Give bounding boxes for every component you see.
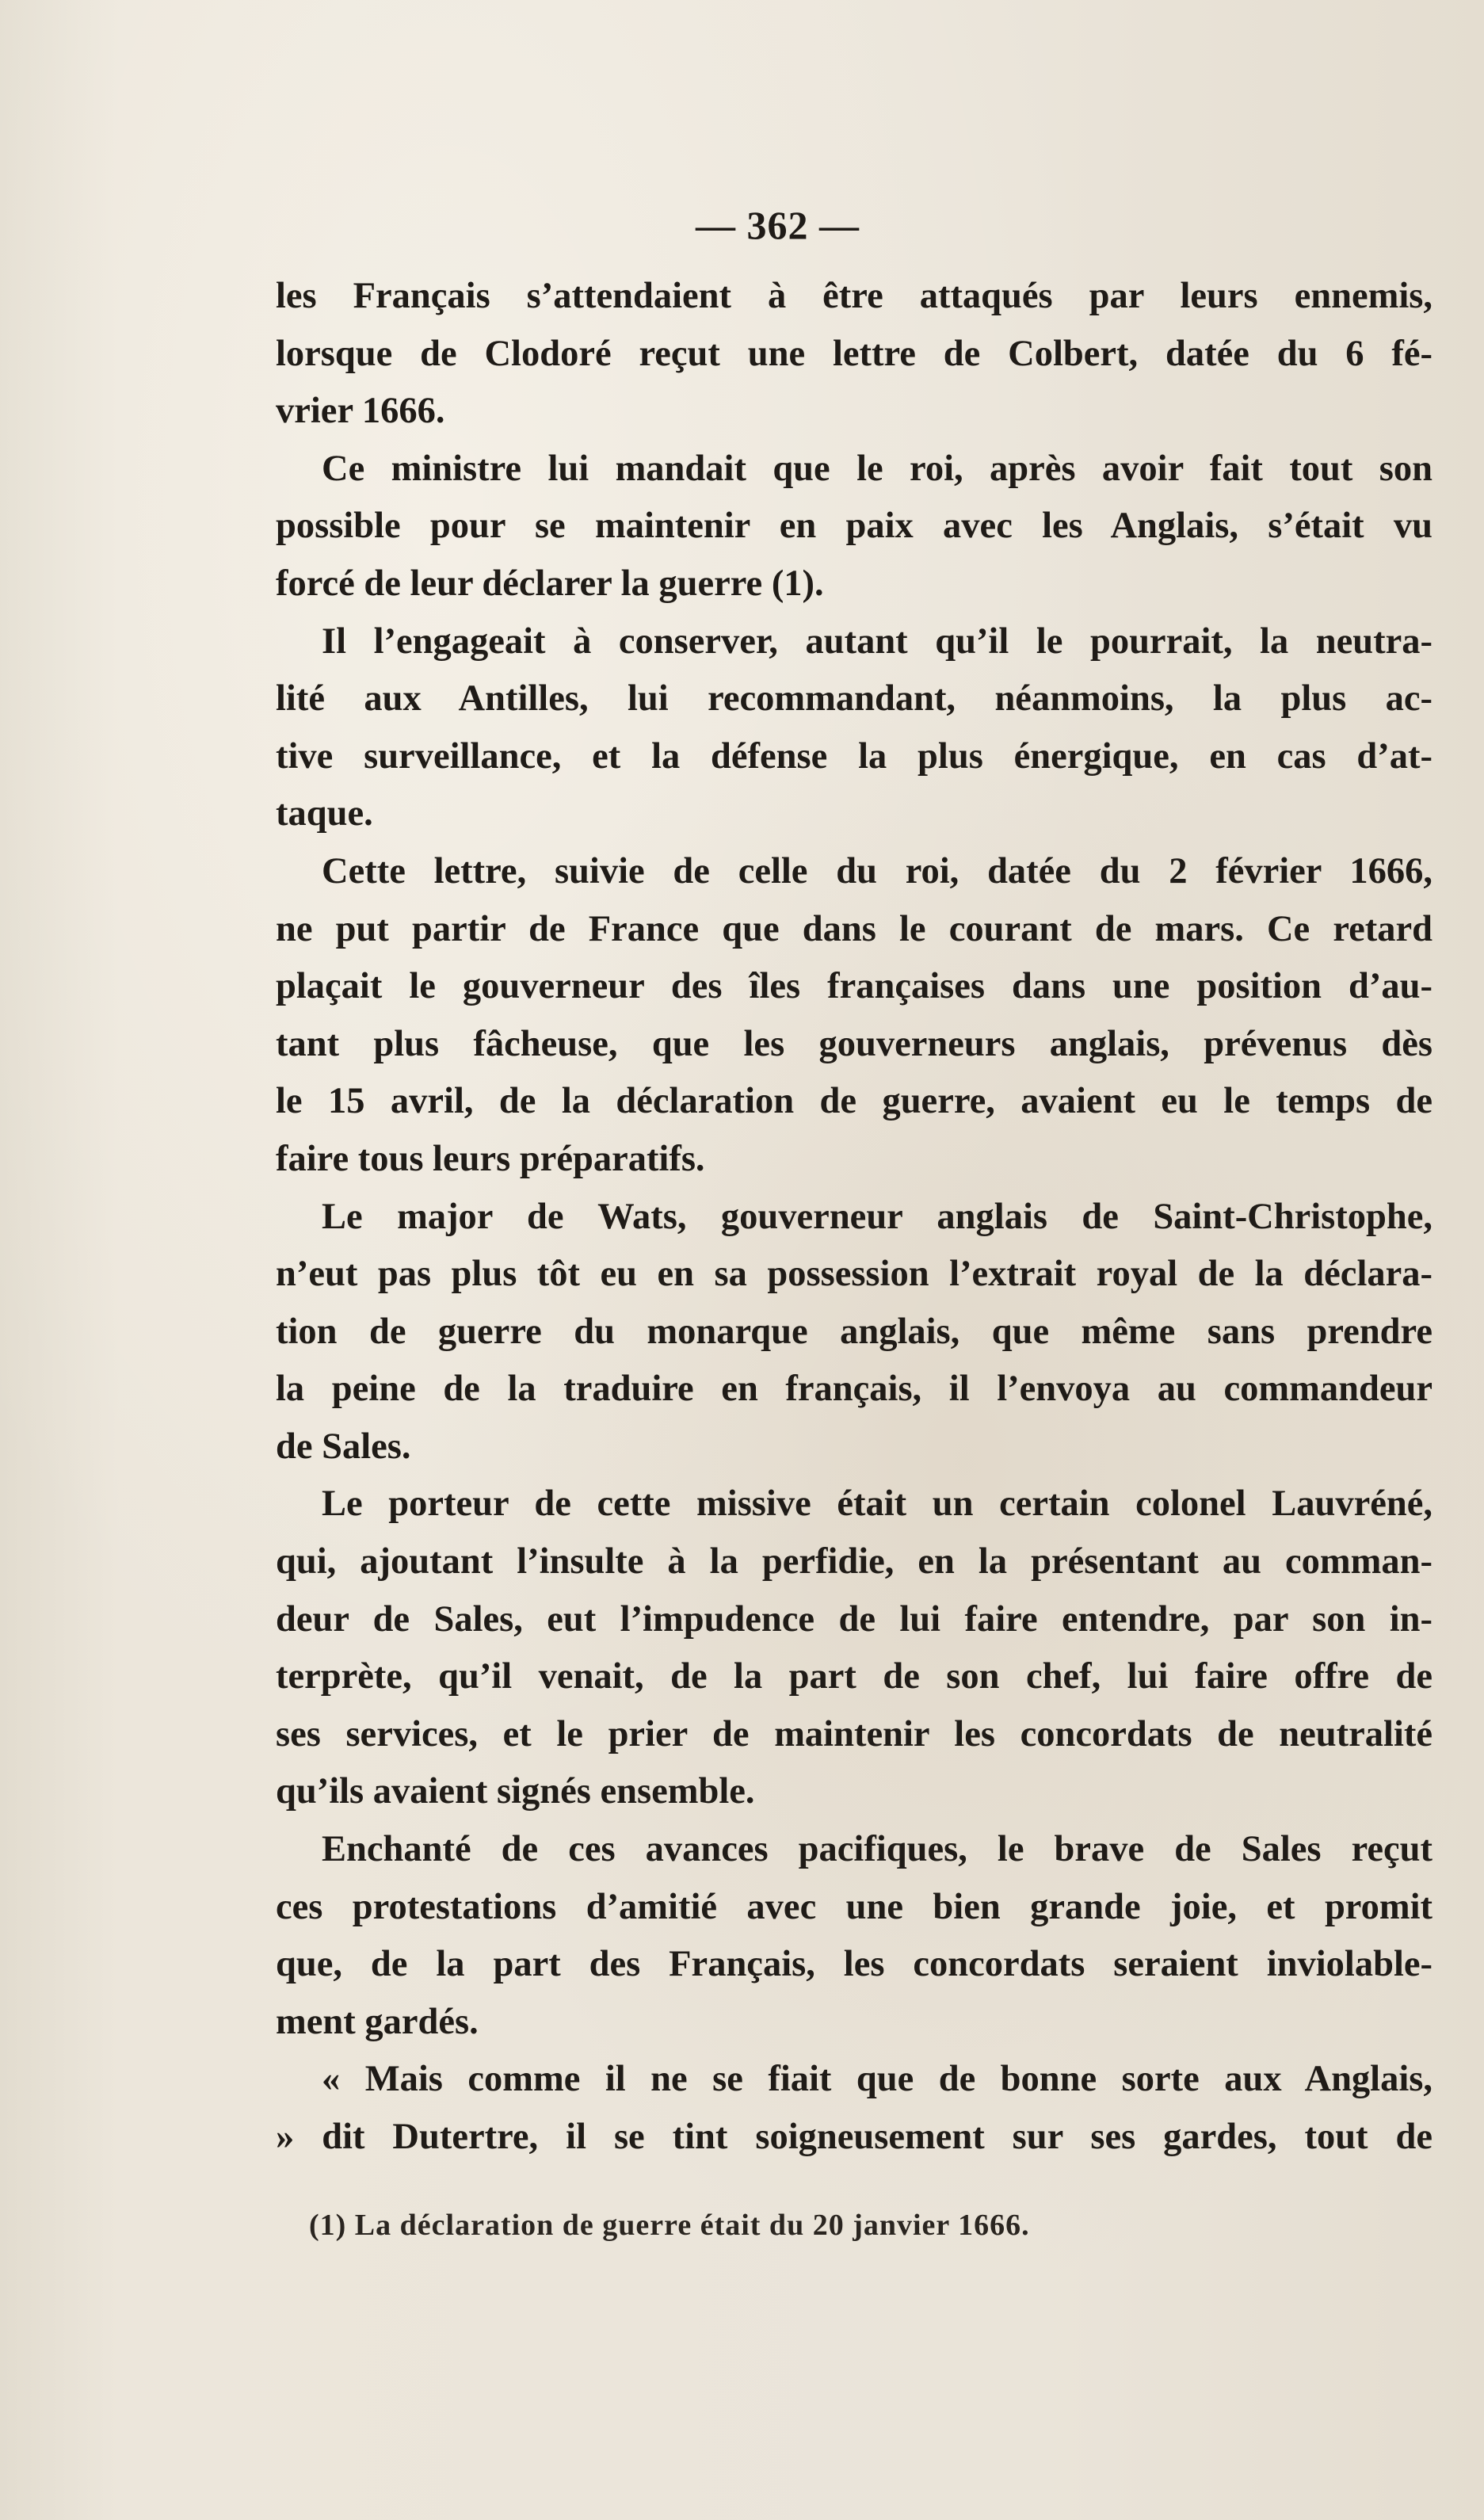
text-line: n’eut pas plus tôt eu en sa possession l’extrait royal de la déclara-	[276, 1254, 1432, 1295]
paragraph	[276, 2051, 1432, 2166]
text-line: tive surveillance, et la défense la plus énergique, en cas d’at-	[276, 735, 1432, 777]
text-line: le 15 avril, de la déclaration de guerre, avaient eu le temps de	[276, 1081, 1432, 1122]
paragraph	[276, 1476, 1432, 1821]
text-line: tion de guerre du monarque anglais, que même sans prendre	[276, 1311, 1432, 1352]
paragraph	[276, 441, 1432, 613]
text-line: faire tous leurs préparatifs.	[276, 1138, 705, 1179]
text-line: qui, ajoutant l’insulte à la perfidie, en la présentant au comman-	[276, 1541, 1432, 1583]
text-line: Le porteur de cette missive était un certain colonel Lauvréné,	[322, 1483, 1432, 1525]
paragraph	[276, 843, 1432, 1189]
page-number: — 362 —	[696, 203, 860, 247]
text-line: Ce ministre lui mandait que le roi, après avoir fait tout son	[322, 448, 1432, 489]
text-line: de Sales.	[276, 1426, 411, 1467]
text-line: taque.	[276, 793, 373, 834]
text-line: Enchanté de ces avances pacifiques, le brave de Sales reçut	[322, 1829, 1432, 1870]
body-text	[276, 268, 1432, 2167]
footnote: (1) La déclaration de guerre était du 20 janvier 1666.	[309, 2209, 1030, 2242]
text-line: lité aux Antilles, lui recommandant, néanmoins, la plus ac-	[276, 678, 1432, 720]
text-line: ses services, et le prier de maintenir les concordats de neutralité	[276, 1713, 1432, 1754]
paragraph	[276, 268, 1432, 441]
text-line: Il l’engageait à conserver, autant qu’il le pourrait, la neutra-	[322, 620, 1432, 662]
paragraph	[276, 613, 1432, 843]
text-line: forcé de leur déclarer la guerre (1).	[276, 563, 824, 604]
text-line: possible pour se maintenir en paix avec les Anglais, s’était vu	[276, 506, 1432, 547]
paragraph	[276, 1821, 1432, 2051]
text-line: » dit Dutertre, il se tint soigneusement sur ses gardes, tout de	[276, 2117, 1432, 2157]
text-line: ces protestations d’amitié avec une bien grande joie, et promit	[276, 1886, 1432, 1927]
text-line: Cette lettre, suivie de celle du roi, datée du 2 février 1666,	[322, 850, 1432, 892]
text-line: ne put partir de France que dans le courant de mars. Ce retard	[276, 908, 1432, 949]
text-line: ment gardés.	[276, 2001, 479, 2042]
text-line: deur de Sales, eut l’impudence de lui faire entendre, par son in-	[276, 1598, 1432, 1640]
text-line: les Français s’attendaient à être attaqués par leurs ennemis,	[276, 276, 1432, 316]
text-line: que, de la part des Français, les concordats seraient inviolable-	[276, 1944, 1432, 1985]
text-line: lorsque de Clodoré reçut une lettre de Colbert, datée du 6 fé-	[276, 333, 1432, 374]
text-line: qu’ils avaient signés ensemble.	[276, 1771, 755, 1812]
text-line: terprète, qu’il venait, de la part de son chef, lui faire offre de	[276, 1656, 1432, 1697]
text-line: vrier 1666.	[276, 391, 445, 432]
text-line: tant plus fâcheuse, que les gouverneurs anglais, prévenus dès	[276, 1023, 1432, 1064]
text-line: Le major de Wats, gouverneur anglais de Saint-Christophe,	[322, 1196, 1432, 1237]
text-line: « Mais comme il ne se fiait que de bonne sorte aux Anglais,	[322, 2059, 1432, 2100]
text-line: plaçait le gouverneur des îles françaises dans une position d’au-	[276, 966, 1432, 1007]
paragraph	[276, 1189, 1432, 1476]
text-line: la peine de la traduire en français, il l’envoya au commandeur	[276, 1369, 1432, 1410]
